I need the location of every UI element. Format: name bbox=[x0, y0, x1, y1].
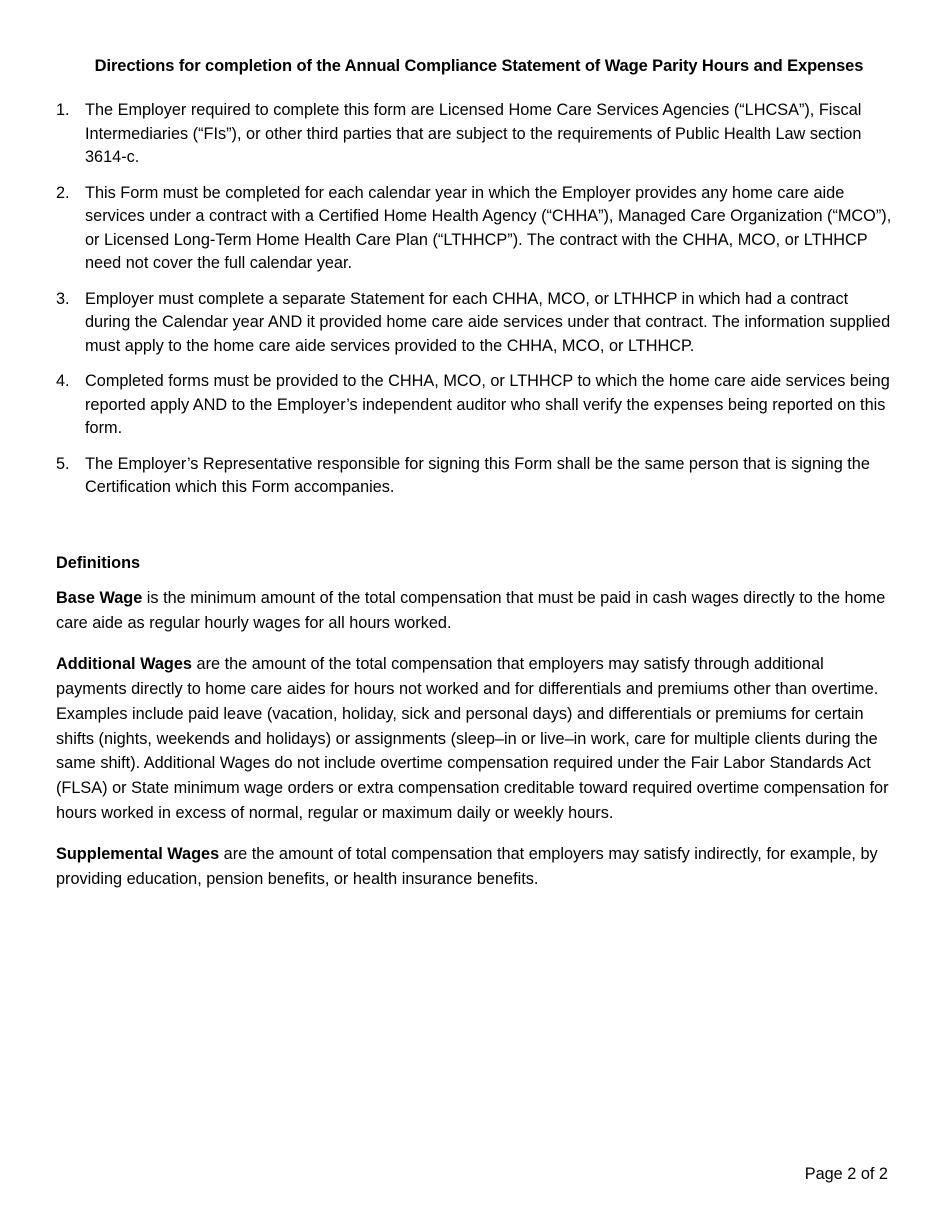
direction-number: 4. bbox=[56, 372, 70, 390]
direction-text: This Form must be completed for each calendar year in which the Employer provides any home care aide services under a contract with a Certified Home Health Agency (“CHHA”), Managed Care Organization (“MCO”), or Licensed Long-Term Home Health Care Plan (“LTHHCP”). The contract with the CHHA, MCO, or LTHHCP need not cover the full calendar year. bbox=[85, 183, 892, 272]
direction-item bbox=[56, 370, 896, 441]
direction-item bbox=[56, 288, 896, 359]
direction-text: Employer must complete a separate Statement for each CHHA, MCO, or LTHHCP in which had a contract during the Calendar year AND it provided home care aide services under that contract. The information supplied must apply to the home care aide services provided to the CHHA, MCO, or LTHHCP. bbox=[85, 289, 891, 355]
direction-number: 2. bbox=[56, 183, 70, 202]
direction-text: The Employer’s Representative responsible for signing this Form shall be the same person that is signing the Certification which this Form accompanies. bbox=[85, 454, 870, 496]
definition-additional-wages bbox=[56, 652, 896, 825]
direction-item bbox=[56, 182, 896, 276]
direction-number: 5. bbox=[56, 454, 70, 473]
direction-text: Completed forms must be provided to the CHHA, MCO, or LTHHCP to which the home care aide services being reported apply AND to the Employer’s independent auditor who shall verify the expenses being reported on this form. bbox=[85, 372, 890, 437]
definitions-section bbox=[56, 551, 896, 909]
definition-term: Supplemental Wages bbox=[56, 845, 220, 864]
page-title: Directions for completion of the Annual Compliance Statement of Wage Parity Hours and Expenses bbox=[94, 57, 864, 75]
definition-text: are the amount of the total compensation that employers may satisfy through additional payments directly to home care aides for hours not worked and for differentials and premiums other than overtime. Examples include paid leave (vacation, holiday, sick and personal days) and differentials or premiums for certain shifts (nights, weekends and holidays) or assignments (sleep–in or live–in work, care for multiple clients during the same shift). Additional Wages do not include overtime compensation required under the Fair Labor Standards Act (FLSA) or State minimum wage orders or extra compensation creditable toward required overtime compensation for hours worked in excess of normal, regular or maximum daily or weekly hours. bbox=[56, 655, 889, 822]
definition-term: Base Wage bbox=[56, 589, 143, 607]
direction-number: 3. bbox=[56, 289, 70, 308]
definition-term: Additional Wages bbox=[56, 655, 192, 674]
definition-base-wage bbox=[56, 586, 896, 635]
definition-text: are the amount of total compensation that employers may satisfy indirectly, for example, by providing education, pension benefits, or health insurance benefits. bbox=[56, 845, 878, 889]
direction-text: The Employer required to complete this form are Licensed Home Care Services Agencies (“LHCSA”), Fiscal Intermediaries (“FIs”), or other third parties that are subject to the requirements of Public Health Law section 3614-c. bbox=[85, 101, 862, 166]
page-number: Page 2 of 2 bbox=[804, 1165, 888, 1183]
directions-list bbox=[56, 99, 896, 512]
definition-supplemental-wages bbox=[56, 842, 896, 891]
direction-number: 1. bbox=[56, 101, 70, 119]
direction-item bbox=[56, 99, 896, 170]
definitions-heading: Definitions bbox=[56, 554, 141, 572]
definition-text: is the minimum amount of the total compensation that must be paid in cash wages directly to the home care aide as regular hourly wages for all hours worked. bbox=[56, 589, 886, 632]
direction-item bbox=[56, 453, 896, 500]
